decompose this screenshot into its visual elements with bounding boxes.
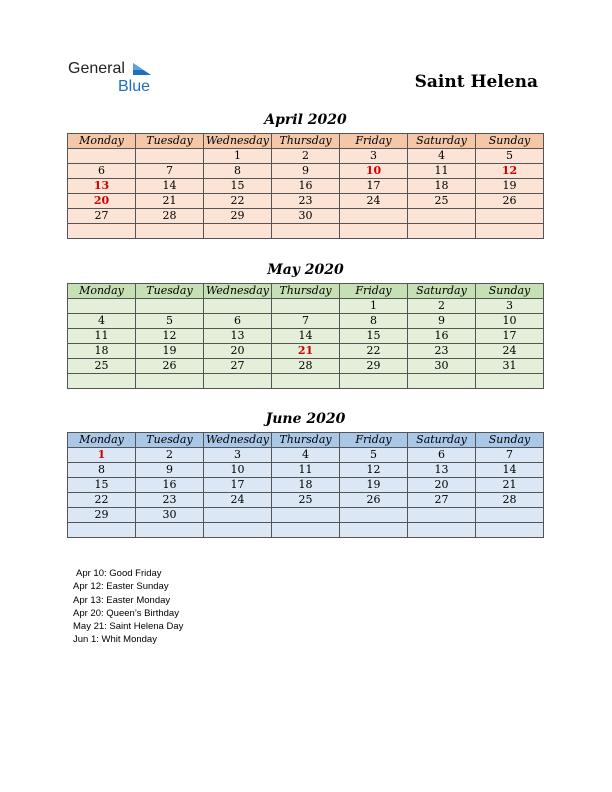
day-cell	[68, 149, 136, 164]
week-row	[68, 493, 544, 508]
weekday-header: Saturday	[408, 134, 476, 149]
day-cell	[408, 209, 476, 224]
weekday-header: Thursday	[272, 284, 340, 299]
day-cell: 4	[408, 149, 476, 164]
day-cell: 29	[340, 359, 408, 374]
day-cell	[136, 299, 204, 314]
day-cell: 31	[476, 359, 544, 374]
weekday-header: Tuesday	[136, 284, 204, 299]
day-cell: 23	[408, 344, 476, 359]
day-cell: 15	[340, 329, 408, 344]
logo-blue-text: Blue	[118, 78, 151, 95]
day-cell	[272, 508, 340, 523]
day-cell: 22	[68, 493, 136, 508]
day-cell: 13	[408, 463, 476, 478]
day-cell	[340, 523, 408, 538]
day-cell: 26	[476, 194, 544, 209]
day-cell: 16	[408, 329, 476, 344]
day-cell: 30	[272, 209, 340, 224]
day-cell: 6	[68, 164, 136, 179]
day-cell: 4	[68, 314, 136, 329]
day-cell: 17	[476, 329, 544, 344]
day-cell: 10	[476, 314, 544, 329]
day-cell	[340, 209, 408, 224]
day-cell: 20	[204, 344, 272, 359]
day-cell	[204, 508, 272, 523]
weekday-header: Monday	[68, 433, 136, 448]
weekday-header: Wednesday	[204, 134, 272, 149]
day-cell	[408, 508, 476, 523]
day-cell: 11	[68, 329, 136, 344]
day-cell: 18	[408, 179, 476, 194]
logo-flag-icon	[133, 63, 151, 77]
day-cell	[68, 299, 136, 314]
day-cell	[408, 224, 476, 239]
weekday-header: Tuesday	[136, 134, 204, 149]
weekday-header-row	[68, 284, 544, 299]
day-cell	[272, 523, 340, 538]
day-cell: 2	[272, 149, 340, 164]
day-cell	[204, 523, 272, 538]
day-cell	[136, 374, 204, 389]
day-cell: 20	[68, 194, 136, 209]
day-cell: 26	[136, 359, 204, 374]
day-cell: 11	[272, 463, 340, 478]
weekday-header: Saturday	[408, 284, 476, 299]
day-cell: 2	[408, 299, 476, 314]
logo	[68, 60, 168, 100]
day-cell	[272, 374, 340, 389]
day-cell: 28	[272, 359, 340, 374]
weekday-header: Friday	[340, 433, 408, 448]
day-cell: 23	[272, 194, 340, 209]
day-cell: 3	[204, 448, 272, 463]
day-cell: 15	[68, 478, 136, 493]
day-cell: 9	[408, 314, 476, 329]
day-cell: 5	[340, 448, 408, 463]
day-cell	[476, 523, 544, 538]
day-cell: 29	[68, 508, 136, 523]
day-cell: 1	[68, 448, 136, 463]
week-row	[68, 299, 544, 314]
day-cell: 8	[340, 314, 408, 329]
weekday-header: Monday	[68, 134, 136, 149]
day-cell: 3	[340, 149, 408, 164]
day-cell: 30	[408, 359, 476, 374]
day-cell	[340, 374, 408, 389]
day-cell: 14	[272, 329, 340, 344]
day-cell: 18	[68, 344, 136, 359]
day-cell: 25	[408, 194, 476, 209]
day-cell: 23	[136, 493, 204, 508]
day-cell	[476, 224, 544, 239]
day-cell: 25	[68, 359, 136, 374]
day-cell	[408, 523, 476, 538]
day-cell: 26	[340, 493, 408, 508]
week-row	[68, 329, 544, 344]
day-cell: 6	[408, 448, 476, 463]
day-cell: 17	[340, 179, 408, 194]
weekday-header: Friday	[340, 284, 408, 299]
weekday-header: Thursday	[272, 433, 340, 448]
holiday-item: Apr 20: Queen’s Birthday	[73, 607, 179, 619]
week-row	[68, 359, 544, 374]
day-cell: 27	[204, 359, 272, 374]
logo-general-text: General	[68, 60, 125, 77]
week-row	[68, 448, 544, 463]
day-cell: 21	[272, 344, 340, 359]
day-cell: 16	[272, 179, 340, 194]
day-cell: 5	[476, 149, 544, 164]
week-row	[68, 194, 544, 209]
day-cell: 7	[476, 448, 544, 463]
weekday-header: Wednesday	[204, 433, 272, 448]
day-cell: 22	[204, 194, 272, 209]
day-cell	[408, 374, 476, 389]
day-cell: 22	[340, 344, 408, 359]
weekday-header: Sunday	[476, 284, 544, 299]
day-cell: 18	[272, 478, 340, 493]
day-cell: 29	[204, 209, 272, 224]
day-cell	[136, 224, 204, 239]
holiday-item: Jun 1: Whit Monday	[73, 634, 157, 646]
week-row	[68, 478, 544, 493]
day-cell: 21	[136, 194, 204, 209]
day-cell: 8	[68, 463, 136, 478]
weekday-header-row	[68, 433, 544, 448]
day-cell: 7	[136, 164, 204, 179]
week-row	[68, 523, 544, 538]
week-row	[68, 344, 544, 359]
day-cell: 19	[476, 179, 544, 194]
day-cell	[272, 299, 340, 314]
day-cell: 30	[136, 508, 204, 523]
day-cell: 12	[476, 164, 544, 179]
weekday-header: Monday	[68, 284, 136, 299]
day-cell: 25	[272, 493, 340, 508]
day-cell: 24	[340, 194, 408, 209]
day-cell: 20	[408, 478, 476, 493]
country-title: Saint Helena	[414, 72, 538, 92]
day-cell: 7	[272, 314, 340, 329]
holiday-item: May 21: Saint Helena Day	[73, 621, 184, 633]
day-cell: 17	[204, 478, 272, 493]
weekday-header: Sunday	[476, 134, 544, 149]
holiday-list	[73, 567, 183, 647]
month-title: June 2020	[265, 411, 346, 427]
day-cell	[476, 209, 544, 224]
holiday-item: Apr 13: Easter Monday	[73, 594, 171, 606]
day-cell: 8	[204, 164, 272, 179]
week-row	[68, 314, 544, 329]
week-row	[68, 463, 544, 478]
day-cell: 14	[476, 463, 544, 478]
day-cell	[136, 523, 204, 538]
day-cell	[204, 374, 272, 389]
day-cell	[272, 224, 340, 239]
day-cell: 9	[136, 463, 204, 478]
weekday-header: Wednesday	[204, 284, 272, 299]
day-cell	[136, 149, 204, 164]
holiday-item: Apr 12: Easter Sunday	[73, 581, 169, 593]
day-cell	[68, 224, 136, 239]
day-cell: 27	[68, 209, 136, 224]
week-row	[68, 149, 544, 164]
week-row	[68, 508, 544, 523]
week-row	[68, 374, 544, 389]
month-calendar-table	[67, 283, 544, 389]
day-cell	[68, 523, 136, 538]
weekday-header: Thursday	[272, 134, 340, 149]
day-cell: 16	[136, 478, 204, 493]
week-row	[68, 179, 544, 194]
day-cell: 19	[136, 344, 204, 359]
week-row	[68, 224, 544, 239]
month-title: May 2020	[267, 262, 344, 278]
day-cell: 10	[340, 164, 408, 179]
day-cell: 19	[340, 478, 408, 493]
day-cell	[68, 374, 136, 389]
day-cell: 10	[204, 463, 272, 478]
day-cell: 28	[136, 209, 204, 224]
day-cell	[340, 508, 408, 523]
day-cell: 28	[476, 493, 544, 508]
month-calendar-table	[67, 133, 544, 239]
weekday-header: Saturday	[408, 433, 476, 448]
day-cell: 21	[476, 478, 544, 493]
week-row	[68, 209, 544, 224]
day-cell: 2	[136, 448, 204, 463]
day-cell: 24	[204, 493, 272, 508]
day-cell	[340, 224, 408, 239]
day-cell: 13	[68, 179, 136, 194]
weekday-header-row	[68, 134, 544, 149]
day-cell: 13	[204, 329, 272, 344]
day-cell: 27	[408, 493, 476, 508]
day-cell: 6	[204, 314, 272, 329]
weekday-header: Sunday	[476, 433, 544, 448]
day-cell	[204, 224, 272, 239]
day-cell: 15	[204, 179, 272, 194]
day-cell: 12	[136, 329, 204, 344]
day-cell: 3	[476, 299, 544, 314]
day-cell: 5	[136, 314, 204, 329]
holiday-item: Apr 10: Good Friday	[76, 568, 162, 579]
day-cell: 12	[340, 463, 408, 478]
day-cell: 1	[204, 149, 272, 164]
day-cell	[204, 299, 272, 314]
weekday-header: Friday	[340, 134, 408, 149]
day-cell: 1	[340, 299, 408, 314]
weekday-header: Tuesday	[136, 433, 204, 448]
day-cell	[476, 374, 544, 389]
day-cell	[476, 508, 544, 523]
day-cell: 14	[136, 179, 204, 194]
day-cell: 9	[272, 164, 340, 179]
day-cell: 4	[272, 448, 340, 463]
day-cell: 24	[476, 344, 544, 359]
month-title: April 2020	[264, 112, 347, 128]
day-cell: 11	[408, 164, 476, 179]
week-row	[68, 164, 544, 179]
month-calendar-table	[67, 432, 544, 538]
